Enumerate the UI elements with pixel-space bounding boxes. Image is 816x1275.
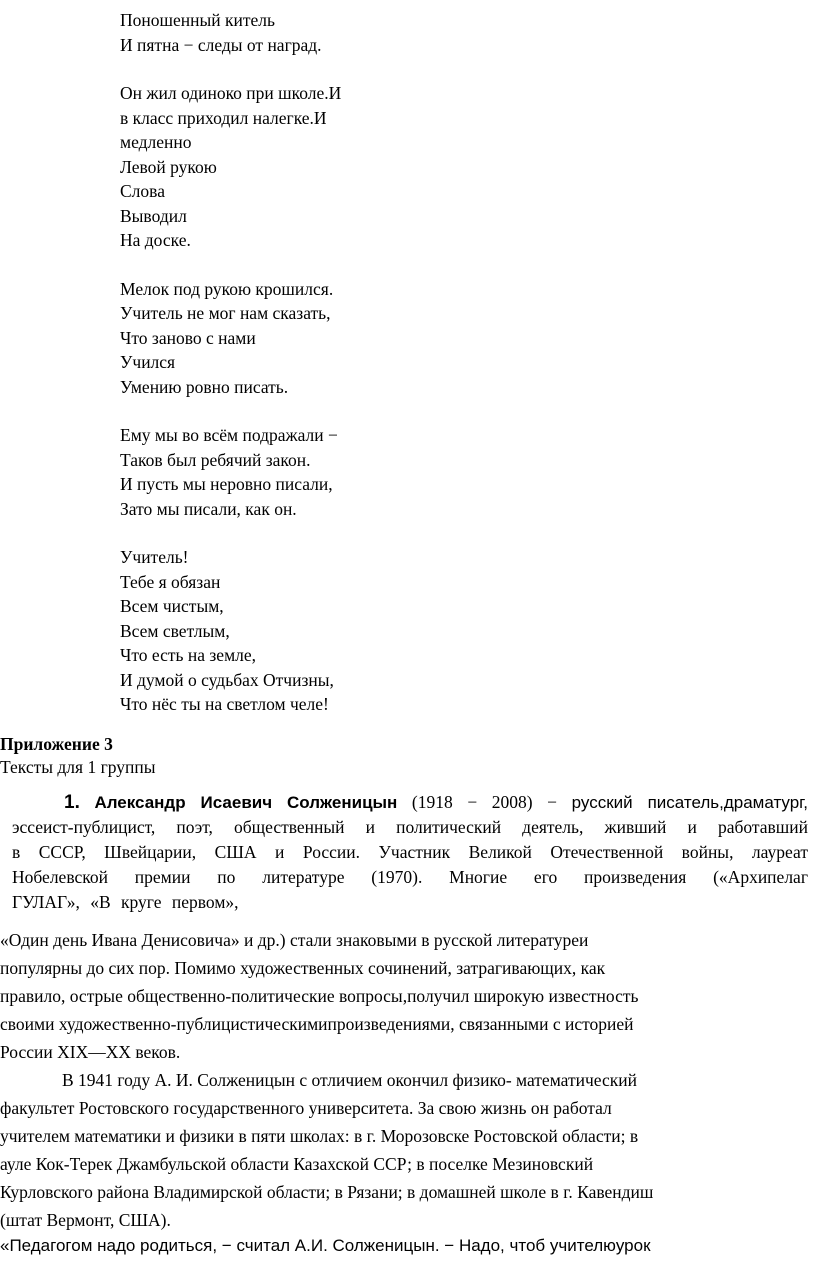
poem	[120, 8, 341, 741]
bio-line: эссеист-публицист, поэт, общественный и политический деятель, живший и работавший	[12, 817, 808, 837]
bio-heading	[8, 790, 808, 815]
body-line: факультет Ростовского государственного университета. За свою жизнь он работал	[0, 1098, 612, 1118]
list-number: 1.	[64, 792, 80, 813]
poem-line: Левой рукою	[120, 156, 217, 177]
poem-stanza-5	[120, 545, 341, 717]
appendix-header	[0, 733, 816, 779]
poem-line: Мелок под рукою крошился.	[120, 278, 334, 299]
poem-line: И пусть мы неровно писали,	[120, 474, 333, 494]
poem-line: Ему мы во всём подражали −	[120, 425, 338, 445]
quote-line: «Педагогом надо родиться, − считал А.И. Солженицын. − Надо, чтоб учителюурок	[0, 1236, 651, 1255]
bio-line: ГУЛАГ», «В круге первом»,	[12, 892, 239, 912]
poem-line: Тебе я обязан	[120, 571, 221, 592]
poem-stanza-3	[120, 277, 341, 400]
body-line: правило, острые общественно-политические вопросы,получил широкую известность	[0, 986, 639, 1006]
poem-line: И думой о судьбах Отчизны,	[120, 669, 334, 690]
body-line: (штат Вермонт, США).	[0, 1210, 171, 1230]
poem-line: Зато мы писали, как он.	[120, 498, 297, 519]
author-years: (1918 − 2008) −	[411, 792, 558, 812]
poem-line: Он жил одиноко при школе.И	[120, 83, 342, 103]
body-line: ауле Кок-Терек Джамбульской области Казахской ССР; в поселке Мезиновский	[0, 1154, 594, 1174]
poem-line: Учитель не мог нам сказать,	[120, 303, 331, 323]
author-name: Александр Исаевич Солженицын	[94, 793, 398, 812]
poem-line: Выводил	[120, 205, 187, 226]
author-role: русский писатель,драматург,	[571, 793, 809, 812]
bio-line: Нобелевской премии по литературе (1970). Многие его произведения («Архипелаг	[12, 867, 808, 887]
poem-line: На доске.	[120, 230, 191, 250]
body-line: В 1941 году А. И. Солженицын с отличием окончил физико- математический	[62, 1070, 637, 1090]
bio-line: в СССР, Швейцарии, США и России. Участник Великой Отечественной войны, лауреат	[12, 842, 808, 862]
poem-stanza-1	[120, 8, 341, 57]
appendix-title: Приложение 3	[0, 734, 113, 754]
body-line: России XIX—XX веков.	[0, 1042, 181, 1062]
poem-line: Всем светлым,	[120, 620, 230, 641]
poem-line: в класс приходил налегке.И	[120, 107, 327, 128]
poem-line: Умению ровно писать.	[120, 376, 289, 397]
poem-line: Таков был ребячий закон.	[120, 449, 311, 470]
poem-line: Всем чистым,	[120, 596, 224, 616]
poem-line: Что есть на земле,	[120, 645, 257, 665]
appendix-subtitle: Тексты для 1 группы	[0, 757, 156, 777]
poem-stanza-4	[120, 423, 341, 521]
poem-line: медленно	[120, 132, 192, 152]
body-line: «Один день Ивана Денисовича» и др.) стали знаковыми в русской литературеи	[0, 930, 589, 950]
body-line: учителем математики и физики в пяти школах: в г. Морозовске Ростовской области; в	[0, 1126, 639, 1146]
body-line: своими художественно-публицистическимипроизведениями, связанными с историей	[0, 1014, 634, 1034]
poem-stanza-2	[120, 81, 341, 253]
poem-line: Учитель!	[120, 547, 189, 567]
poem-line: Поношенный китель	[120, 10, 275, 30]
poem-line: Что заново с нами	[120, 327, 256, 348]
body-text	[0, 926, 780, 1234]
poem-line: Слова	[120, 181, 165, 201]
poem-line: Учился	[120, 352, 176, 372]
body-line: популярны до сих пор. Помимо художественных сочинений, затрагивающих, как	[0, 958, 606, 978]
bio-paragraph	[8, 790, 808, 915]
poem-line: И пятна − следы от наград.	[120, 34, 322, 55]
body-line: Курловского района Владимирской области; в Рязани; в домашней школе в г. Кавендиш	[0, 1182, 654, 1202]
poem-line: Что нёс ты на светлом челе!	[120, 694, 329, 714]
